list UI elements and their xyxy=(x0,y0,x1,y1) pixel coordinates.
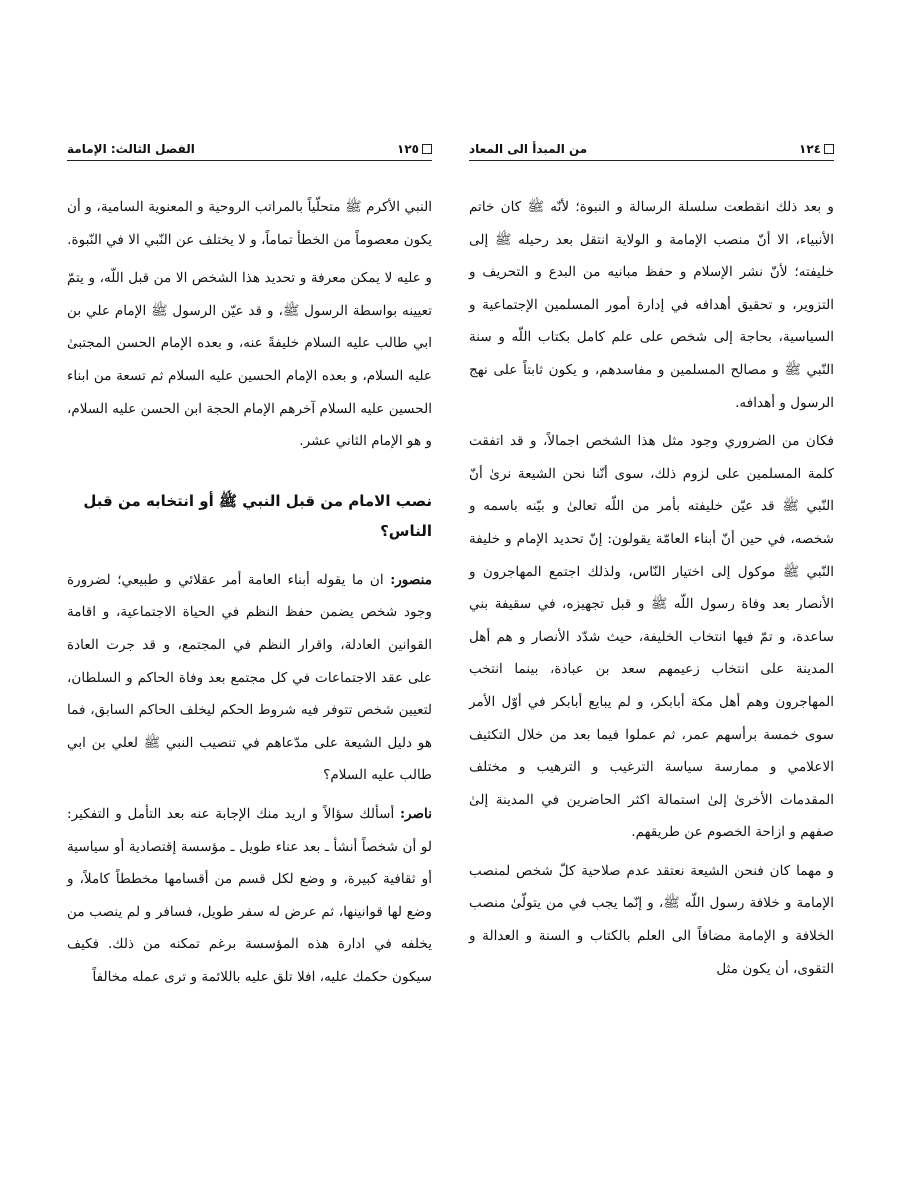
left-running-title: الفصل الثالث: الإمامة xyxy=(67,142,195,156)
left-page xyxy=(67,138,432,999)
right-page-number xyxy=(799,142,834,156)
paragraph: و مهما كان فنحن الشيعة نعتقد عدم صلاحية كلّ شخص لمنصب الإمامة و خلافة رسول اللّه ﷺ، و إنّما يجب في من يتولّىٰ منصب الخلافة و الإمامة مضافاً الى العلم بالكتاب و السنة و العدالة و التقوى، أن يكون مثل xyxy=(469,862,834,977)
left-page-number-text: ١٢٥ xyxy=(397,142,419,156)
dialogue-text: أسألك سؤالاً و اريد منك الإجابة عنه بعد التأمل و التفكير: لو أن شخصاً أنشأ ـ بعد عناء طويل ـ مؤسسة إقتصادية أو سياسية أو ثقافية كبيرة، و وضع لكل قسم من أقسامها مخططاً كاملاً، و وضع لها قوانينها، ثم عرض له سفر طويل، فسافر و لم ينصب من يخلفه في ادارة هذه المؤسسة برغم تمكنه من ذلك. فكيف سيكون حكمك عليه، افلا تلق عليه باللائمة و ترى عمله مخالفاً xyxy=(67,805,432,985)
paragraph: و بعد ذلك انقطعت سلسلة الرسالة و النبوة؛ لأنّه ﷺ كان خاتم الأنبياء، الا أنّ منصب الإمامة و الولاية انتقل بعد رحيله ﷺ إلى خليفته؛ لأنّ نشر الإسلام و حفظ مبانيه من البدع و التحريف و التزوير، و تحقيق أهدافه في إدارة أمور المسلمين الإجتماعية و السياسية، بحاجة إلى شخص على علم كامل بكتاب اللّه و سنة النّبي ﷺ و مصالح المسلمين و مفاسدهم، و يكون ثابتاً على نهج الرسول و أهدافه. xyxy=(469,199,834,411)
paragraph: و عليه لا يمكن معرفة و تحديد هذا الشخص الا من قبل اللّه، و يتمّ تعيينه بواسطة الرسول ﷺ، و قد عيّن الرسول ﷺ الإمام علي بن ابي طالب عليه السلام خليفةً عنه، و بعده الإمام الحسن المجتبىٰ عليه السلام، و بعده الإمام الحسين عليه السلام ثم تسعة من ابناء الحسين عليه السلام آخرهم الإمام الحجة ابن الحسن عليه السلام، و هو الإمام الثاني عشر. xyxy=(67,270,432,450)
dialogue-paragraph xyxy=(67,564,432,792)
paragraph: فكان من الضروري وجود مثل هذا الشخص اجمالاً، و قد اتفقت كلمة المسلمين على لزوم ذلك، سوى أنّنا نحن الشيعة نرىٰ أنّ النّبي ﷺ قد عيّن خليفته بأمر من اللّه تعالىٰ و بيّنه باسمه و شخصه، في حين أنّ أبناء العامّة يقولون: إنّ تحديد الإمام و خليفة النّبي ﷺ موكول إلى اختيار النّاس، ولذلك اجتمع المهاجرون و الأنصار بعد وفاة رسول اللّه ﷺ و قبل تجهيزه، في سقيفة بني ساعدة، و تمّ فيها انتخاب الخليفة، حيث شدّد الأنصار و هم أهل المدينة على انتخاب زعيمهم سعد بن عبادة، بينما انتخب المهاجرون وهم أهل مكة أبابكر، و لم يبايع أبابكر في أوّل الأمر سوى خمسة برأسهم عمر، ثم عملوا فيما بعد من خلال التكثيف الاعلامي و ممارسة سياسة الترغيب و الترهيب و مختلف المقدمات الأخرىٰ إلىٰ استمالة اكثر الحاضرين في المدينة إلىٰ صفهم و ازاحة الخصوم عن طريقهم. xyxy=(469,433,834,841)
left-page-number xyxy=(397,142,432,156)
paragraph: النبي الأكرم ﷺ متحلّياً بالمراتب الروحية و المعنوية السامية، و أن يكون معصوماً من الخطأ تماماً، و لا يختلف عن النّبي الا في النّبوة. xyxy=(67,199,432,248)
right-page-body xyxy=(469,191,834,985)
right-running-title: من المبدأ الى المعاد xyxy=(469,142,588,156)
speaker-label: ناصر: xyxy=(400,805,432,822)
square-icon xyxy=(422,144,432,154)
dialogue-text: ان ما يقوله أبناء العامة أمر عقلائي و طبيعي؛ لضرورة وجود شخص يضمن حفظ النظم في الحياة الاجتماعية، و اقامة القوانين العادلة، واقرار النظم في المجتمع، و قد جرت العادة على عقد الاجتماعات في كل مجتمع بعد وفاة الحاكم و السلطان، لتعيين شخص تتوفر فيه شروط الحكم ليخلف الحاكم السابق، فما هو دليل الشيعة على مدّعاهم في تنصيب النبي ﷺ لعلي بن ابي طالب عليه السلام؟ xyxy=(67,571,432,784)
speaker-label: منصور: xyxy=(390,571,432,588)
left-page-header xyxy=(67,138,432,161)
square-icon xyxy=(824,144,834,154)
right-page-header xyxy=(469,138,834,161)
section-heading: نصب الامام من قبل النبي ﷺ أو انتخابه من قبل الناس؟ xyxy=(83,491,432,540)
dialogue-paragraph xyxy=(67,798,432,994)
left-page-body xyxy=(67,191,432,993)
right-page xyxy=(469,138,834,991)
right-page-number-text: ١٢٤ xyxy=(799,142,821,156)
